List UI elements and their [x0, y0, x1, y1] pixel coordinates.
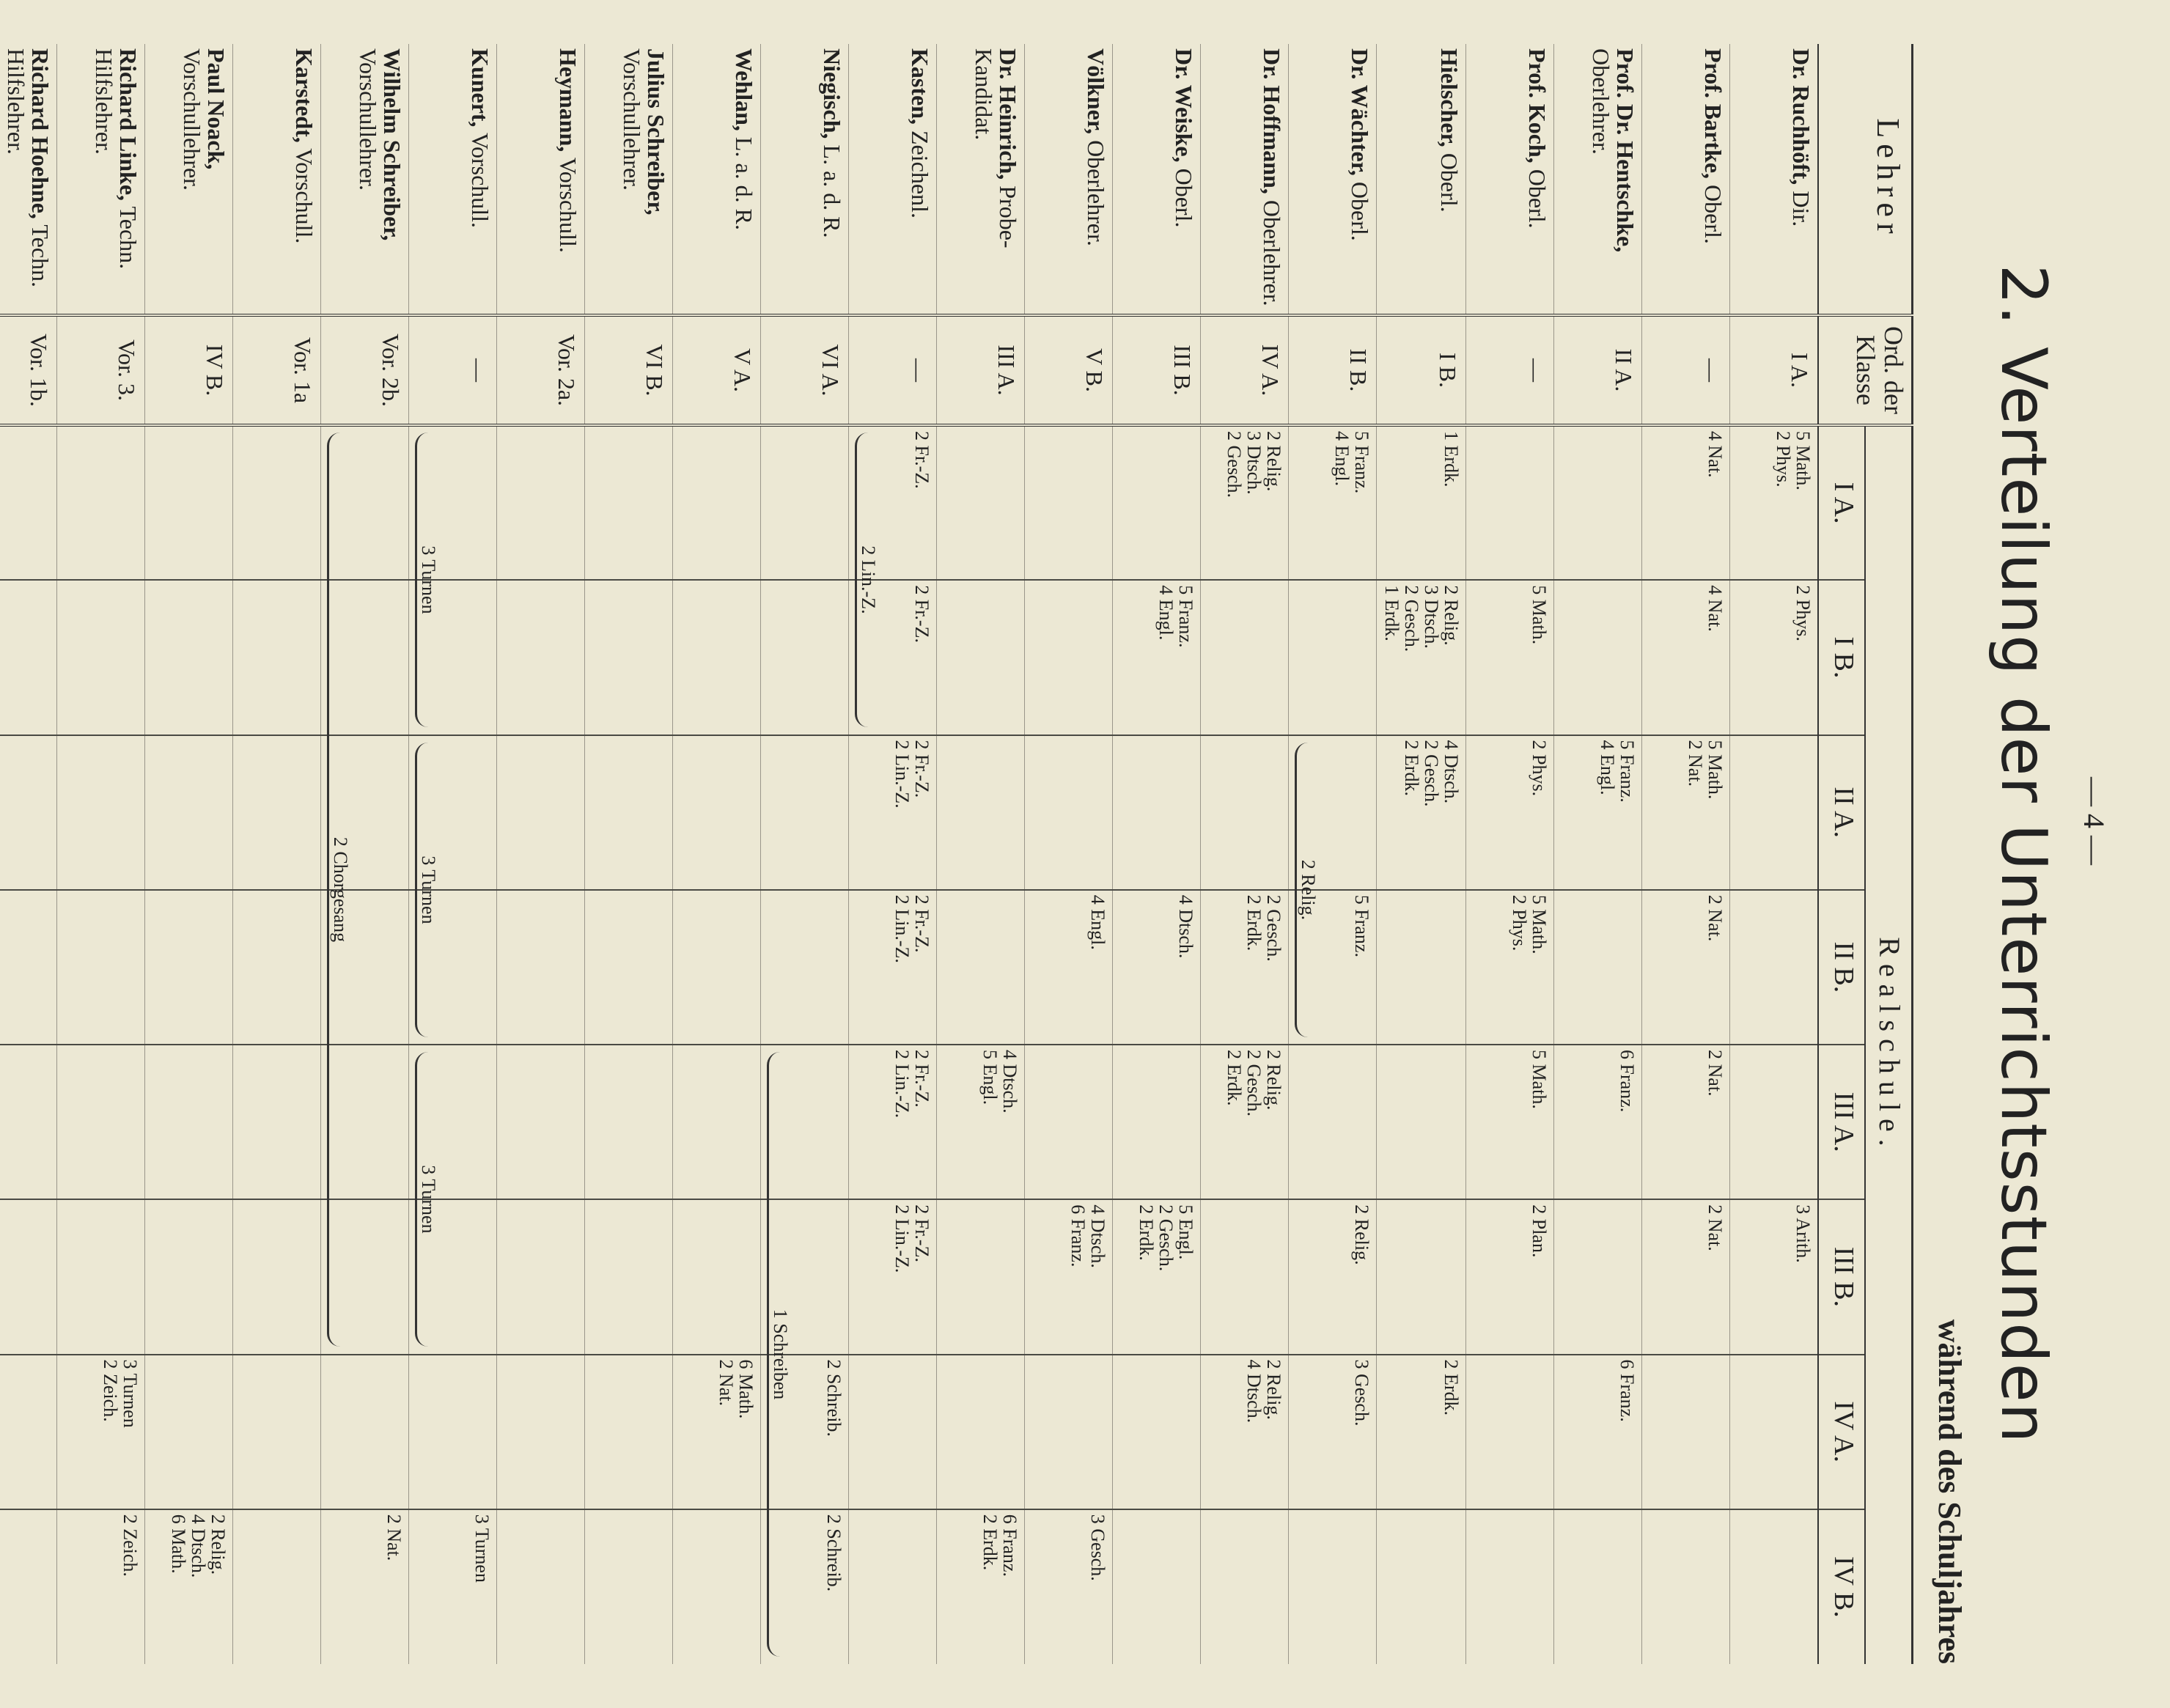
- lesson-cell: [233, 1045, 321, 1199]
- lesson-cell: 4 Dtsch. 5 Engl.: [937, 1045, 1025, 1199]
- teacher-cell: [1025, 44, 1113, 315]
- table-row: [1730, 44, 1818, 1664]
- lesson-cell: 2 Gesch. 2 Erdk.: [1201, 890, 1289, 1045]
- lesson-cell: [1554, 580, 1642, 735]
- table-row: [57, 44, 145, 1664]
- teacher-cell: [57, 44, 145, 315]
- teacher-name: Dr. Heinrich,: [995, 48, 1022, 180]
- lesson-cell: [1466, 1355, 1554, 1509]
- lesson-cell: [1377, 1045, 1466, 1199]
- lesson-cell: [0, 1509, 57, 1664]
- shared-lesson-brace: 2 Relig.: [1295, 743, 1319, 1037]
- ord-klasse-cell: —: [849, 315, 937, 425]
- table-row: [673, 44, 761, 1664]
- lesson-cell: [761, 580, 849, 735]
- lesson-cell: [1554, 1199, 1642, 1354]
- lesson-cell: [1025, 735, 1113, 890]
- ord-klasse-cell: III B.: [1113, 315, 1201, 425]
- lesson-cell: [1201, 1199, 1289, 1354]
- teacher-role: Vorschullehrer.: [178, 48, 205, 191]
- shared-lesson-brace: 1 Schreiben: [767, 1052, 791, 1657]
- teacher-role: Vorschull.: [467, 132, 494, 229]
- teacher-role: Oberl.: [1436, 152, 1463, 213]
- lesson-cell: [0, 735, 57, 890]
- lesson-cell: 3 Turnen: [409, 1509, 497, 1664]
- lesson-cell: [497, 1045, 585, 1199]
- lesson-cell: [145, 1199, 233, 1354]
- lesson-cell: [585, 1509, 673, 1664]
- lesson-cell: [937, 1199, 1025, 1354]
- lesson-cell: 2 Relig. 4 Dtsch. 6 Math.: [145, 1509, 233, 1664]
- lesson-cell: [673, 1045, 761, 1199]
- ord-klasse-cell: Vor. 2a.: [497, 315, 585, 425]
- lesson-cell: [849, 1355, 937, 1509]
- lesson-cell: [1642, 1355, 1730, 1509]
- class-header: II B.: [1818, 890, 1865, 1045]
- ord-klasse-cell: Vor. 2b.: [321, 315, 409, 425]
- ord-klasse-cell: VI A.: [761, 315, 849, 425]
- lesson-cell: [57, 1045, 145, 1199]
- table-row: [585, 44, 673, 1664]
- ord-klasse-cell: V A.: [673, 315, 761, 425]
- lesson-cell: [585, 735, 673, 890]
- lesson-cell: [0, 580, 57, 735]
- lesson-cell: [1466, 1509, 1554, 1664]
- page-title: 2. Verteilung der Unterrichtsstunden: [1987, 264, 2060, 1444]
- lesson-cell: [497, 890, 585, 1045]
- teacher-cell: [497, 44, 585, 315]
- teacher-role: Oberlehrer.: [1259, 199, 1286, 306]
- lesson-cell: 3 Gesch.: [1289, 1355, 1377, 1509]
- lesson-cell: [849, 1509, 937, 1664]
- lesson-cell: 4 Dtsch. 2 Gesch. 2 Erdk.: [1377, 735, 1466, 890]
- lesson-cell: [673, 735, 761, 890]
- ord-klasse-cell: Vor. 1a: [233, 315, 321, 425]
- lesson-cell: 2 Nat.: [1642, 1045, 1730, 1199]
- lesson-cell: 4 Nat.: [1642, 425, 1730, 580]
- teacher-name: Kasten,: [907, 48, 934, 125]
- teacher-cell: [937, 44, 1025, 315]
- lesson-cell: [497, 1355, 585, 1509]
- lesson-cell: [0, 1045, 57, 1199]
- lesson-cell: [1025, 580, 1113, 735]
- lesson-cell: [497, 1509, 585, 1664]
- lesson-cell: [673, 425, 761, 580]
- page-number: — 4 —: [2078, 777, 2111, 865]
- lesson-cell: [57, 425, 145, 580]
- lesson-cell: 2 Schreib.: [761, 1509, 849, 1664]
- teacher-name: Wilhelm Schreiber,: [379, 48, 406, 241]
- header-ord-klasse: Ord. der Klasse: [1818, 315, 1913, 425]
- teacher-name: Niegisch,: [819, 48, 846, 139]
- table-row: [1642, 44, 1730, 1664]
- teacher-cell: [0, 44, 57, 315]
- teacher-role: Techn. Hilfslehrer.: [90, 48, 142, 270]
- lesson-cell: [1554, 1509, 1642, 1664]
- lesson-cell: [1113, 1045, 1201, 1199]
- lesson-cell: 4 Engl.: [1025, 890, 1113, 1045]
- shared-lesson-brace: 2 Lin.-Z.: [855, 432, 879, 727]
- class-header: III B.: [1818, 1199, 1865, 1354]
- lesson-cell: 2 Fr.-Z.: [849, 580, 937, 735]
- lesson-cell: [673, 580, 761, 735]
- class-header: III A.: [1818, 1045, 1865, 1199]
- teacher-role: Oberlehrer.: [1083, 140, 1110, 246]
- table-row: [1377, 44, 1466, 1664]
- lesson-cell: 5 Franz. 4 Engl.: [1289, 425, 1377, 580]
- teacher-cell: [1730, 44, 1818, 315]
- lesson-cell: 2 Relig.: [1289, 1199, 1377, 1354]
- lesson-cell: [937, 735, 1025, 890]
- lesson-cell: 2 Fr.-Z. 2 Lin.-Z.: [849, 1045, 937, 1199]
- teacher-role: Zeichenl.: [907, 130, 934, 218]
- teacher-name: Prof. Koch,: [1524, 48, 1551, 163]
- lesson-cell: [57, 580, 145, 735]
- table-row: [233, 44, 321, 1664]
- lesson-cell: [585, 1199, 673, 1354]
- lesson-cell: [1730, 1509, 1818, 1664]
- lesson-cell: 2 Relig. 4 Dtsch.: [1201, 1355, 1289, 1509]
- ord-klasse-cell: Vor. 3.: [57, 315, 145, 425]
- table-row: [1113, 44, 1201, 1664]
- teacher-cell: [1554, 44, 1642, 315]
- teacher-role: Oberl.: [1524, 169, 1551, 229]
- lesson-cell: [0, 1199, 57, 1354]
- lesson-cell: [673, 1199, 761, 1354]
- lesson-cell: [585, 580, 673, 735]
- teacher-role: L. a. d. R.: [731, 136, 758, 231]
- teacher-cell: [409, 44, 497, 315]
- lesson-cell: [585, 1045, 673, 1199]
- lesson-cell: [1025, 425, 1113, 580]
- lesson-cell: [1201, 735, 1289, 890]
- lesson-cell: 2 Nat.: [321, 1509, 409, 1664]
- lesson-cell: [1113, 735, 1201, 890]
- lesson-cell: 6 Franz. 2 Erdk.: [937, 1509, 1025, 1664]
- teacher-cell: [233, 44, 321, 315]
- ord-klasse-cell: I A.: [1730, 315, 1818, 425]
- teacher-role: Techn. Hilfslehrer.: [2, 48, 54, 288]
- shared-lesson-brace: 3 Turnen: [415, 743, 439, 1037]
- table-row: [0, 44, 57, 1664]
- teacher-role: Oberl.: [1347, 181, 1374, 241]
- teacher-cell: [1642, 44, 1730, 315]
- teacher-cell: [1113, 44, 1201, 315]
- lesson-cell: [761, 425, 849, 580]
- lesson-cell: 2 Phys.: [1730, 580, 1818, 735]
- lesson-cell: [673, 890, 761, 1045]
- teacher-name: Heymann,: [555, 48, 582, 152]
- ord-klasse-cell: III A.: [937, 315, 1025, 425]
- lesson-cell: 4 Nat.: [1642, 580, 1730, 735]
- teacher-name: Julius Schreiber,: [643, 48, 670, 216]
- teacher-name: Wehlan,: [731, 48, 758, 131]
- teacher-cell: [673, 44, 761, 315]
- lesson-cell: [233, 580, 321, 735]
- lesson-cell: [1289, 580, 1377, 735]
- lesson-cell: [937, 580, 1025, 735]
- lesson-cell: [585, 890, 673, 1045]
- lesson-cell: [233, 890, 321, 1045]
- class-header: IV B.: [1818, 1509, 1865, 1664]
- table-row: [497, 44, 585, 1664]
- lesson-cell: [57, 1199, 145, 1354]
- lesson-cell: [0, 425, 57, 580]
- lesson-cell: 6 Franz.: [1554, 1355, 1642, 1509]
- lesson-cell: [497, 1199, 585, 1354]
- lesson-cell: [233, 735, 321, 890]
- lesson-cell: [1025, 1355, 1113, 1509]
- teacher-name: Richard Hoehne,: [27, 48, 54, 219]
- lesson-cell: [1113, 1509, 1201, 1664]
- distribution-table: [0, 44, 1913, 1664]
- lesson-cell: 2 Relig. 3 Dtsch. 2 Gesch.: [1201, 425, 1289, 580]
- lesson-cell: [761, 890, 849, 1045]
- ord-klasse-cell: II A.: [1554, 315, 1642, 425]
- lesson-cell: 2 Fr.-Z.: [849, 425, 937, 580]
- teacher-role: Dir.: [1788, 191, 1814, 227]
- lesson-cell: [937, 425, 1025, 580]
- lesson-cell: [1377, 1199, 1466, 1354]
- lesson-cell: [145, 1355, 233, 1509]
- lesson-cell: [145, 1045, 233, 1199]
- lesson-cell: 2 Nat.: [1642, 1199, 1730, 1354]
- teacher-role: Vorschull.: [291, 148, 318, 244]
- teacher-role: L. a. d. R.: [819, 144, 846, 238]
- lesson-cell: 2 Fr.-Z. 2 Lin.-Z.: [849, 890, 937, 1045]
- ord-klasse-cell: IV A.: [1201, 315, 1289, 425]
- header-lehrer: Lehrer: [1818, 44, 1913, 315]
- lesson-cell: [1289, 1509, 1377, 1664]
- teacher-cell: [761, 44, 849, 315]
- lesson-cell: 5 Math. 2 Phys.: [1466, 890, 1554, 1045]
- lesson-cell: [1466, 425, 1554, 580]
- lesson-cell: [1377, 1509, 1466, 1664]
- lesson-cell: 5 Franz. 4 Engl.: [1554, 735, 1642, 890]
- lesson-cell: [761, 735, 849, 890]
- lesson-cell: [1730, 1355, 1818, 1509]
- lesson-cell: 2 Relig. 3 Dtsch. 2 Gesch. 1 Erdk.: [1377, 580, 1466, 735]
- lesson-cell: [233, 1199, 321, 1354]
- class-header: IV A.: [1818, 1355, 1865, 1509]
- teacher-cell: [1466, 44, 1554, 315]
- lesson-cell: [145, 425, 233, 580]
- lesson-cell: 5 Franz. 4 Engl.: [1113, 580, 1201, 735]
- shared-lesson-brace: 3 Turnen: [415, 432, 439, 727]
- teacher-name: Dr. Weiske,: [1171, 48, 1198, 163]
- lesson-cell: [585, 1355, 673, 1509]
- lesson-cell: [937, 1355, 1025, 1509]
- table-row: [1554, 44, 1642, 1664]
- table-row: [937, 44, 1025, 1664]
- lesson-cell: 4 Dtsch. 6 Franz.: [1025, 1199, 1113, 1354]
- teacher-cell: [1377, 44, 1466, 315]
- lesson-cell: [937, 890, 1025, 1045]
- teacher-cell: [1289, 44, 1377, 315]
- teacher-cell: [145, 44, 233, 315]
- ord-klasse-cell: II B.: [1289, 315, 1377, 425]
- teacher-name: Völkner,: [1083, 48, 1110, 135]
- teacher-role: Vorschullehrer.: [354, 48, 381, 191]
- lesson-cell: 2 Zeich.: [57, 1509, 145, 1664]
- shared-lesson-brace: 3 Turnen: [415, 1052, 439, 1347]
- lesson-cell: [1377, 890, 1466, 1045]
- lesson-cell: [1642, 1509, 1730, 1664]
- lesson-cell: [673, 1509, 761, 1664]
- lesson-cell: 5 Math. 2 Phys.: [1730, 425, 1818, 580]
- lesson-cell: [1201, 1509, 1289, 1664]
- teacher-name: Kunert,: [467, 48, 494, 128]
- lesson-cell: [497, 425, 585, 580]
- lesson-cell: [497, 580, 585, 735]
- lesson-cell: [1113, 425, 1201, 580]
- ord-klasse-cell: IV B.: [145, 315, 233, 425]
- lesson-cell: [0, 890, 57, 1045]
- teacher-cell: [321, 44, 409, 315]
- lesson-cell: [1554, 890, 1642, 1045]
- teacher-cell: [849, 44, 937, 315]
- lesson-cell: 2 Fr.-Z. 2 Lin.-Z.: [849, 1199, 937, 1354]
- lesson-cell: [1201, 580, 1289, 735]
- table-row: [145, 44, 233, 1664]
- ord-klasse-cell: —: [1466, 315, 1554, 425]
- lesson-cell: [1730, 1045, 1818, 1199]
- teacher-name: Dr. Ruchhöft,: [1788, 48, 1814, 185]
- teacher-name: Dr. Hoffmann,: [1259, 48, 1286, 194]
- lesson-cell: [497, 735, 585, 890]
- lesson-cell: 5 Math.: [1466, 580, 1554, 735]
- lesson-cell: 2 Schreib.: [761, 1355, 849, 1509]
- teacher-name: Paul Noack,: [203, 48, 230, 170]
- lesson-cell: [1289, 1045, 1377, 1199]
- lesson-cell: 5 Engl. 2 Gesch. 2 Erdk.: [1113, 1199, 1201, 1354]
- lesson-cell: 2 Relig. 2 Gesch. 2 Erdk.: [1201, 1045, 1289, 1199]
- teacher-name: Richard Linke,: [115, 48, 142, 202]
- lesson-cell: [1554, 425, 1642, 580]
- ord-klasse-cell: —: [409, 315, 497, 425]
- lesson-cell: [409, 1355, 497, 1509]
- header-realschule: Realschule.: [1865, 425, 1913, 1664]
- ord-klasse-cell: Vor. 1b.: [0, 315, 57, 425]
- lesson-cell: [1730, 735, 1818, 890]
- teacher-role: Oberlehrer.: [1587, 48, 1614, 155]
- page-subtitle: während des Schuljahres: [1932, 1319, 1968, 1664]
- lesson-cell: 5 Math.: [1466, 1045, 1554, 1199]
- lesson-cell: [1113, 1355, 1201, 1509]
- class-header: I B.: [1818, 580, 1865, 735]
- teacher-role: Oberl.: [1171, 168, 1198, 228]
- shared-lesson-brace: 2 Chorgesang: [327, 432, 351, 1347]
- lesson-cell: [145, 580, 233, 735]
- lesson-cell: [233, 425, 321, 580]
- lesson-cell: 1 Erdk.: [1377, 425, 1466, 580]
- lesson-cell: 2 Plan.: [1466, 1199, 1554, 1354]
- ord-klasse-cell: VI B.: [585, 315, 673, 425]
- lesson-cell: 3 Turnen 2 Zeich.: [57, 1355, 145, 1509]
- teacher-role: Probe-Kandidat.: [970, 48, 1022, 249]
- lesson-cell: 2 Fr.-Z. 2 Lin.-Z.: [849, 735, 937, 890]
- class-header: I A.: [1818, 425, 1865, 580]
- lesson-cell: 6 Math. 2 Nat.: [673, 1355, 761, 1509]
- lesson-cell: 6 Franz.: [1554, 1045, 1642, 1199]
- lesson-cell: [233, 1509, 321, 1664]
- teacher-role: Vorschull.: [555, 157, 582, 253]
- ord-klasse-cell: V B.: [1025, 315, 1113, 425]
- lesson-cell: [585, 425, 673, 580]
- table-row: [1201, 44, 1289, 1664]
- lesson-cell: 2 Phys.: [1466, 735, 1554, 890]
- lesson-cell: [1730, 890, 1818, 1045]
- lesson-cell: 3 Gesch.: [1025, 1509, 1113, 1664]
- ord-klasse-cell: I B.: [1377, 315, 1466, 425]
- teacher-role: Vorschullehrer.: [618, 48, 645, 191]
- lesson-cell: [1025, 1045, 1113, 1199]
- table-row: [849, 44, 937, 1664]
- teacher-name: Karstedt,: [291, 48, 318, 143]
- teacher-name: Dr. Wächter,: [1347, 48, 1374, 176]
- lesson-cell: [145, 735, 233, 890]
- ord-klasse-cell: —: [1642, 315, 1730, 425]
- lesson-cell: 2 Erdk.: [1377, 1355, 1466, 1509]
- teacher-cell: [1201, 44, 1289, 315]
- teacher-name: Prof. Bartke,: [1700, 48, 1727, 180]
- lesson-cell: [233, 1355, 321, 1509]
- table-row: [1466, 44, 1554, 1664]
- lesson-cell: 5 Math. 2 Nat.: [1642, 735, 1730, 890]
- lesson-cell: [145, 890, 233, 1045]
- teacher-role: Oberl.: [1700, 185, 1727, 244]
- lesson-cell: 5 Franz.: [1289, 890, 1377, 1045]
- lesson-cell: 4 Dtsch.: [1113, 890, 1201, 1045]
- lesson-cell: [57, 890, 145, 1045]
- lesson-cell: [321, 1355, 409, 1509]
- lesson-cell: 2 Nat.: [1642, 890, 1730, 1045]
- lesson-cell: 3 Arith.: [1730, 1199, 1818, 1354]
- class-header: II A.: [1818, 735, 1865, 890]
- lesson-cell: [57, 735, 145, 890]
- teacher-name: Prof. Dr. Hentschke,: [1612, 48, 1639, 253]
- teacher-name: Hielscher,: [1436, 48, 1463, 147]
- table-row: [1025, 44, 1113, 1664]
- teacher-cell: [585, 44, 673, 315]
- lesson-cell: [0, 1355, 57, 1509]
